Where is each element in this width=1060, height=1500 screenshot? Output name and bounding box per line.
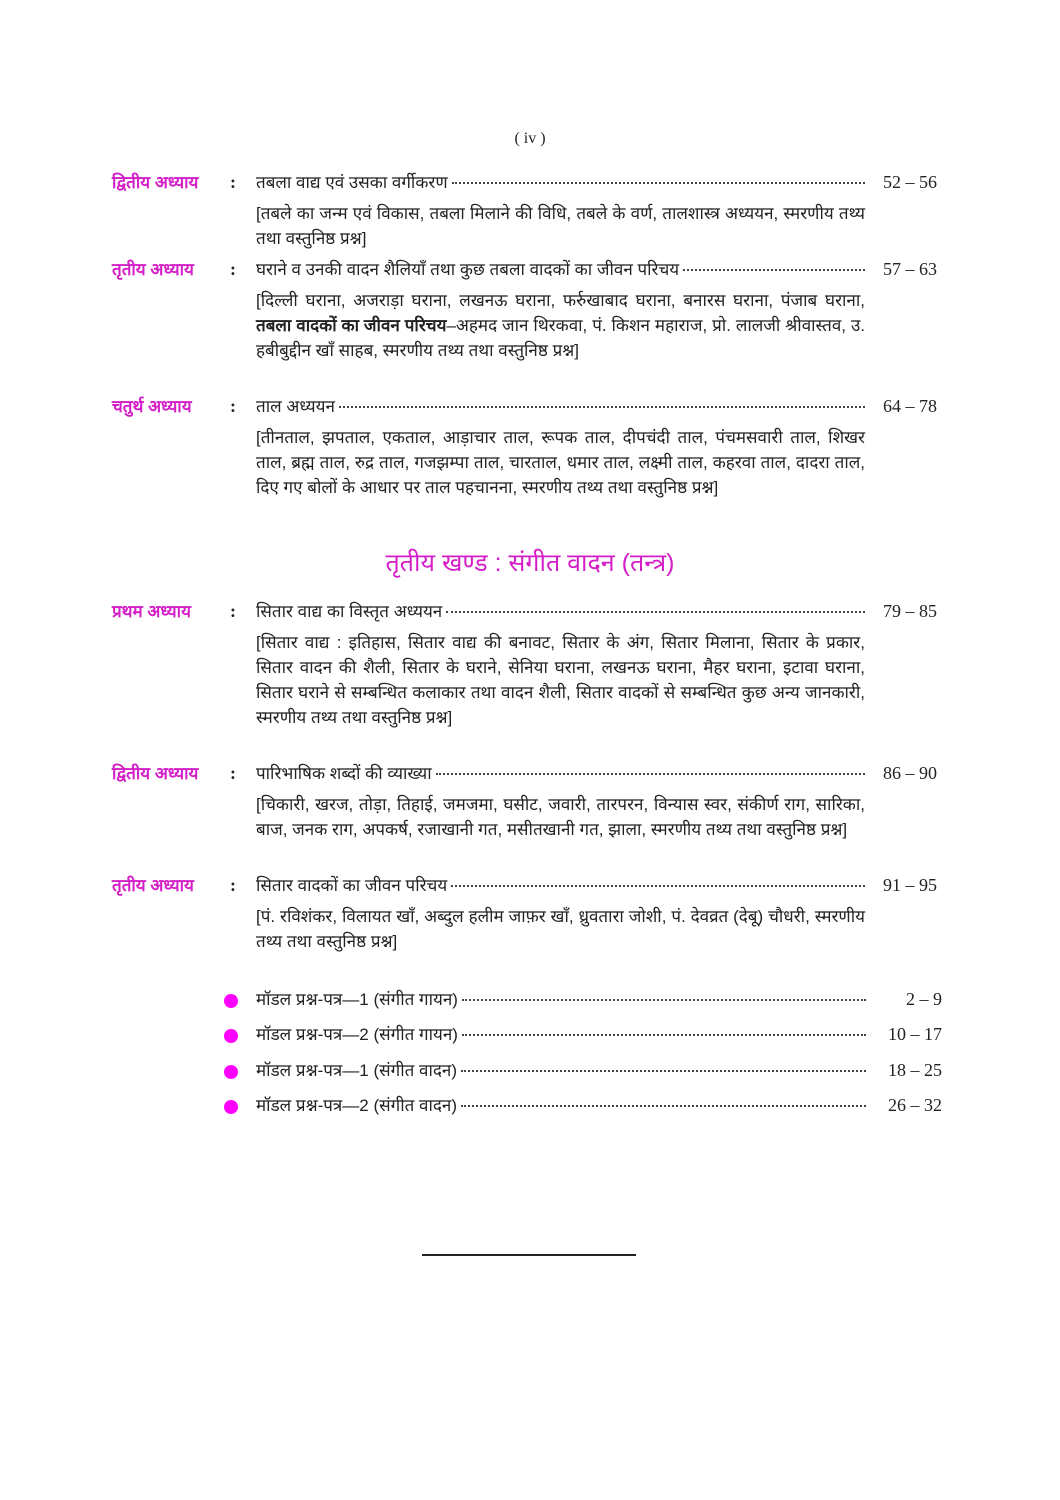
model-paper-title: मॉडल प्रश्न-पत्र—1 (संगीत वादन) bbox=[256, 1061, 458, 1080]
chapter-topics: [तबले का जन्म एवं विकास, तबला मिलाने की विधि, तबले के वर्ण, तालशास्त्र अध्ययन, स्मरणीय तथ्य तथा वस्तुनिष्ठ प्रश्न] bbox=[256, 204, 865, 248]
chapter-title: सितार वाद्य का विस्तृत अध्ययन bbox=[256, 602, 443, 621]
end-divider bbox=[422, 1254, 636, 1256]
bullet-icon bbox=[224, 1029, 238, 1043]
separator: : bbox=[230, 875, 236, 895]
dot-leader bbox=[339, 406, 865, 408]
dot-leader bbox=[451, 885, 865, 887]
model-paper-title: मॉडल प्रश्न-पत्र—2 (संगीत वादन) bbox=[256, 1096, 458, 1115]
chapter-title: घराने व उनकी वादन शैलियाँ तथा कुछ तबला वादकों का जीवन परिचय bbox=[256, 260, 680, 279]
chapter-label: द्वितीय अध्याय bbox=[112, 764, 199, 783]
page-number: ( iv ) bbox=[514, 130, 546, 147]
toc-entry bbox=[112, 873, 937, 954]
chapter-title: ताल अध्ययन bbox=[256, 397, 335, 416]
chapter-label: तृतीय अध्याय bbox=[112, 260, 194, 279]
model-paper-item bbox=[224, 1093, 942, 1119]
chapter-title: पारिभाषिक शब्दों की व्याख्या bbox=[256, 764, 432, 783]
model-paper-title: मॉडल प्रश्न-पत्र—1 (संगीत गायन) bbox=[256, 990, 458, 1009]
dot-leader bbox=[461, 1105, 866, 1107]
dot-leader bbox=[446, 611, 865, 613]
bullet-icon bbox=[224, 1100, 238, 1114]
toc-entry bbox=[112, 170, 937, 251]
page-range: 86 – 90 bbox=[883, 763, 937, 783]
toc-entry bbox=[112, 257, 937, 363]
dot-leader bbox=[461, 1070, 866, 1072]
bullet-icon bbox=[224, 994, 238, 1008]
chapter-topics: [सितार वाद्य : इतिहास, सितार वाद्य की बनावट, सितार के अंग, सितार मिलाना, सितार के प्रकार, सितार वादन की शैली, सितार के घराने, सेनिया घराना, लखनऊ घराना, मैहर घराना, इटावा घराना, सितार घराने से सम्बन्धित कलाकार तथा वादन शैली, सितार वादकों से सम्बन्धित कुछ अन्य जानकारी, स्मरणीय तथ्य तथा वस्तुनिष्ठ प्रश्न] bbox=[256, 633, 865, 727]
separator: : bbox=[230, 172, 236, 192]
chapter-topics: [चिकारी, खरज, तोड़ा, तिहाई, जमजमा, घसीट, जवारी, तारपरन, विन्यास स्वर, संकीर्ण राग, सारिका, बाज, जनक राग, अपकर्ष, रजाखानी गत, मसीतखानी गत, झाला, स्मरणीय तथ्य तथा वस्तुनिष्ठ प्रश्न] bbox=[256, 795, 865, 839]
page-range: 10 – 17 bbox=[888, 1024, 942, 1044]
chapter-label: तृतीय अध्याय bbox=[112, 876, 194, 895]
dot-leader bbox=[462, 999, 866, 1001]
chapter-title: तबला वाद्य एवं उसका वर्गीकरण bbox=[256, 173, 448, 192]
page-range: 64 – 78 bbox=[883, 396, 937, 416]
section-heading: तृतीय खण्ड : संगीत वादन (तन्त्र) bbox=[385, 549, 675, 577]
chapter-label: द्वितीय अध्याय bbox=[112, 173, 199, 192]
chapter-topics: [तीनताल, झपताल, एकताल, आड़ाचार ताल, रूपक ताल, दीपचंदी ताल, पंचमसवारी ताल, शिखर ताल, ब्रह्म ताल, रुद्र ताल, गजझम्पा ताल, चारताल, धमार ताल, लक्ष्मी ताल, कहरवा ताल, दादरा ताल, दिए गए बोलों के आधार पर ताल पहचानना, स्मरणीय तथ्य तथा वस्तुनिष्ठ प्रश्न] bbox=[256, 428, 865, 497]
page-range: 2 – 9 bbox=[906, 989, 942, 1009]
model-paper-item bbox=[224, 1058, 942, 1084]
topics-part: [दिल्ली घराना, अजराड़ा घराना, लखनऊ घराना, फर्रुखाबाद घराना, बनारस घराना, पंजाब घराना, bbox=[256, 291, 865, 310]
model-paper-item bbox=[224, 1022, 942, 1048]
page-range: 57 – 63 bbox=[883, 259, 937, 279]
toc-entry bbox=[112, 599, 937, 730]
page-range: 18 – 25 bbox=[888, 1060, 942, 1080]
chapter-topics bbox=[256, 288, 865, 363]
dot-leader bbox=[683, 269, 865, 271]
toc-entry bbox=[112, 761, 937, 842]
topics-bold: तबला वादकों का जीवन परिचय bbox=[256, 316, 447, 335]
separator: : bbox=[230, 259, 236, 279]
page-range: 26 – 32 bbox=[888, 1095, 942, 1115]
topics-part: –अहमद जान थिरकवा, पं. किशन महाराज, प्रो. लालजी श्रीवास्तव, उ. हबीबुद्दीन खाँ साहब, स्मरणीय तथ्य तथा वस्तुनिष्ठ प्रश्न] bbox=[256, 316, 865, 360]
page-range: 91 – 95 bbox=[883, 875, 937, 895]
separator: : bbox=[230, 601, 236, 621]
model-paper-item bbox=[224, 987, 942, 1013]
toc-entry bbox=[112, 394, 937, 500]
dot-leader bbox=[462, 1034, 866, 1036]
chapter-label: प्रथम अध्याय bbox=[112, 602, 191, 621]
separator: : bbox=[230, 396, 236, 416]
model-paper-title: मॉडल प्रश्न-पत्र—2 (संगीत गायन) bbox=[256, 1025, 458, 1044]
chapter-title: सितार वादकों का जीवन परिचय bbox=[256, 876, 448, 895]
chapter-label: चतुर्थ अध्याय bbox=[112, 397, 192, 416]
chapter-topics: [पं. रविशंकर, विलायत खाँ, अब्दुल हलीम जाफ़र खाँ, ध्रुवतारा जोशी, पं. देवव्रत (देबू) चौधरी, स्मरणीय तथ्य तथा वस्तुनिष्ठ प्रश्न] bbox=[256, 907, 865, 951]
bullet-icon bbox=[224, 1065, 238, 1079]
page-range: 52 – 56 bbox=[883, 172, 937, 192]
dot-leader bbox=[452, 182, 865, 184]
dot-leader bbox=[436, 773, 865, 775]
separator: : bbox=[230, 763, 236, 783]
page-range: 79 – 85 bbox=[883, 601, 937, 621]
